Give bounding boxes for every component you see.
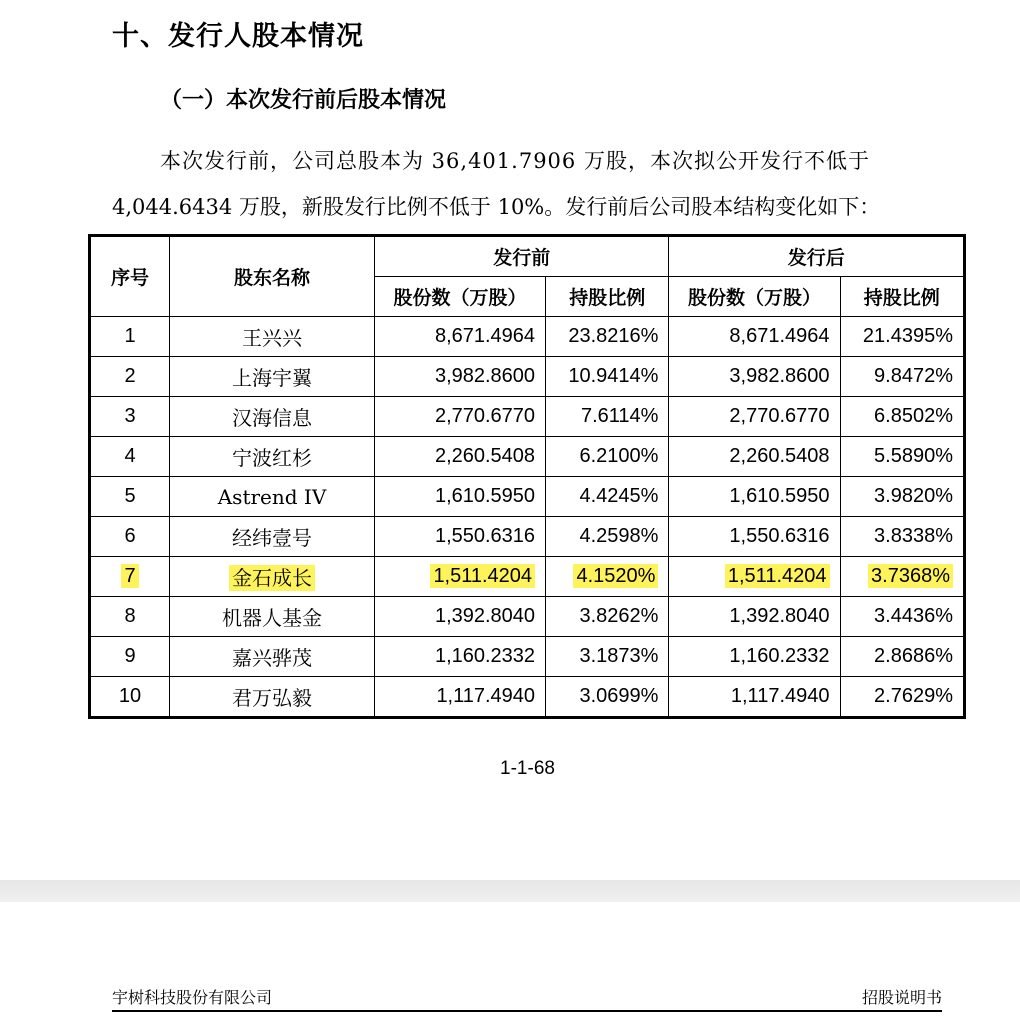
- cell-name: [170, 357, 375, 397]
- cell-name: [170, 397, 375, 437]
- sub-title: （一）本次发行前后股本情况: [160, 88, 447, 113]
- paragraph-line-1: 本次发行前，公司总股本为 36,401.7906 万股，本次拟公开发行不低于: [160, 149, 870, 173]
- cell-name-text: 嘉兴骅茂: [232, 646, 312, 670]
- cell-seq: [90, 557, 170, 597]
- cell-before-ratio-text: 7.6114%: [580, 405, 659, 427]
- cell-seq: [90, 317, 170, 357]
- cell-after-ratio-text: 5.5890%: [874, 445, 953, 467]
- table-row: [90, 597, 965, 637]
- cell-name: [170, 317, 375, 357]
- cell-after-ratio: [840, 357, 965, 397]
- cell-before-shares: [375, 677, 546, 718]
- cell-name-text: Astrend IV: [217, 484, 327, 509]
- cell-before-ratio-text: 4.1520%: [573, 564, 658, 588]
- cell-name: [170, 597, 375, 637]
- cell-after-shares-text: 1,160.2332: [729, 645, 830, 667]
- header-after: 发行后: [669, 236, 965, 277]
- cell-name: [170, 517, 375, 557]
- cell-before-ratio: [546, 677, 669, 718]
- cell-after-shares-text: 1,610.5950: [729, 485, 830, 507]
- cell-after-shares: [669, 557, 840, 597]
- cell-before-ratio: [546, 517, 669, 557]
- footer-rule: [112, 1010, 942, 1012]
- cell-seq-text: 6: [124, 525, 136, 547]
- cell-seq: [90, 477, 170, 517]
- cell-seq: [90, 597, 170, 637]
- cell-before-ratio: [546, 397, 669, 437]
- cell-after-ratio-text: 3.8338%: [874, 525, 953, 547]
- cell-name-text: 君万弘毅: [232, 686, 312, 710]
- table-row: [90, 437, 965, 477]
- cell-name-text: 上海宇翼: [232, 366, 312, 390]
- cell-seq-text: 8: [124, 605, 136, 627]
- cell-name: [170, 677, 375, 718]
- cell-after-shares: [669, 437, 840, 477]
- cell-before-ratio-text: 10.9414%: [568, 365, 659, 387]
- cell-seq-text: 4: [124, 445, 136, 467]
- cell-name: [170, 557, 375, 597]
- footer-doc-type: 招股说明书: [861, 988, 942, 1007]
- cell-after-shares: [669, 477, 840, 517]
- cell-before-ratio-text: 3.8262%: [579, 605, 659, 627]
- cell-before-ratio: [546, 557, 669, 597]
- cell-seq-text: 10: [118, 685, 142, 707]
- cell-after-ratio: [840, 677, 965, 718]
- cell-before-ratio: [546, 597, 669, 637]
- cell-seq: [90, 357, 170, 397]
- cell-after-shares: [669, 397, 840, 437]
- cell-seq: [90, 517, 170, 557]
- cell-after-ratio: [840, 397, 965, 437]
- cell-before-shares-text: 2,260.5408: [434, 445, 536, 467]
- cell-before-ratio-text: 4.4245%: [579, 485, 659, 507]
- cell-after-ratio: [840, 597, 965, 637]
- cell-name-text: 机器人基金: [222, 606, 322, 630]
- cell-seq-text: 7: [121, 564, 138, 588]
- cell-before-ratio-text: 4.2598%: [579, 525, 659, 547]
- cell-after-ratio: [840, 437, 965, 477]
- table-body: [90, 317, 965, 718]
- body-paragraph: [112, 138, 952, 230]
- cell-before-shares-text: 1,392.8040: [434, 605, 536, 627]
- cell-after-shares: [669, 357, 840, 397]
- footer-company: 宇树科技股份有限公司: [112, 988, 273, 1007]
- cell-before-shares-text: 1,610.5950: [434, 485, 536, 507]
- cell-after-shares-text: 2,770.6770: [729, 405, 830, 427]
- cell-before-shares-text: 8,671.4964: [434, 325, 536, 347]
- table-row: [90, 357, 965, 397]
- cell-seq: [90, 677, 170, 718]
- cell-before-ratio-text: 3.1873%: [579, 645, 659, 667]
- cell-after-ratio: [840, 517, 965, 557]
- cell-seq: [90, 637, 170, 677]
- cell-after-shares: [669, 317, 840, 357]
- table-row: [90, 677, 965, 718]
- cell-before-shares: [375, 317, 546, 357]
- page-gap: [0, 880, 1020, 902]
- cell-before-shares: [375, 597, 546, 637]
- cell-after-ratio-text: 6.8502%: [874, 405, 953, 427]
- cell-after-ratio-text: 9.8472%: [874, 365, 953, 387]
- cell-name-text: 汉海信息: [232, 406, 312, 430]
- cell-before-ratio-text: 3.0699%: [579, 685, 659, 707]
- cell-before-ratio: [546, 637, 669, 677]
- cell-after-ratio: [840, 637, 965, 677]
- cell-before-ratio-text: 23.8216%: [568, 325, 659, 347]
- cell-before-shares-text: 1,160.2332: [434, 645, 536, 667]
- cell-before-shares-text: 3,982.8600: [434, 365, 536, 387]
- cell-name: [170, 477, 375, 517]
- paragraph-line-2: 4,044.6434 万股，新股发行比例不低于 10%。发行前后公司股本结构变化如下：: [112, 195, 881, 219]
- cell-seq-text: 9: [124, 645, 136, 667]
- table-row: [90, 317, 965, 357]
- cell-before-ratio: [546, 437, 669, 477]
- cell-after-ratio-text: 3.7368%: [868, 564, 953, 588]
- cell-after-shares: [669, 637, 840, 677]
- table-row: [90, 517, 965, 557]
- cell-seq-text: 2: [124, 365, 136, 387]
- header-seq: 序号: [90, 236, 170, 317]
- cell-after-ratio-text: 21.4395%: [862, 325, 953, 347]
- table-row: [90, 397, 965, 437]
- cell-before-ratio-text: 6.2100%: [579, 445, 659, 467]
- cell-after-ratio-text: 3.9820%: [874, 485, 953, 507]
- cell-before-shares-text: 1,550.6316: [434, 525, 536, 547]
- cell-after-ratio: [840, 557, 965, 597]
- cell-after-shares-text: 1,117.4940: [730, 685, 830, 707]
- cell-after-shares: [669, 597, 840, 637]
- cell-after-shares-text: 1,392.8040: [729, 605, 830, 627]
- share-capital-table: [88, 234, 966, 719]
- cell-seq: [90, 397, 170, 437]
- cell-name-text: 宁波红杉: [232, 446, 312, 470]
- cell-name-text: 金石成长: [229, 565, 315, 591]
- cell-seq: [90, 437, 170, 477]
- cell-after-shares-text: 1,511.4204: [725, 564, 830, 588]
- header-name: 股东名称: [170, 236, 375, 317]
- cell-after-ratio-text: 3.4436%: [874, 605, 953, 627]
- cell-after-shares-text: 3,982.8600: [729, 365, 830, 387]
- cell-after-ratio-text: 2.8686%: [874, 645, 953, 667]
- header-after-ratio: 持股比例: [840, 277, 965, 317]
- table-row: [90, 477, 965, 517]
- cell-before-ratio: [546, 357, 669, 397]
- cell-before-ratio: [546, 317, 669, 357]
- cell-after-shares-text: 1,550.6316: [729, 525, 830, 547]
- cell-before-shares: [375, 477, 546, 517]
- header-before-ratio: 持股比例: [546, 277, 669, 317]
- cell-after-ratio: [840, 317, 965, 357]
- cell-after-ratio-text: 2.7629%: [874, 685, 953, 707]
- cell-before-shares-text: 2,770.6770: [434, 405, 536, 427]
- cell-after-shares-text: 8,671.4964: [729, 325, 830, 347]
- header-before: 发行前: [375, 236, 669, 277]
- cell-before-shares: [375, 517, 546, 557]
- cell-before-shares: [375, 637, 546, 677]
- cell-after-shares: [669, 677, 840, 718]
- page-number: 1-1-68: [500, 758, 555, 779]
- cell-seq-text: 3: [124, 405, 136, 427]
- cell-name-text: 王兴兴: [242, 326, 302, 350]
- section-title: 十、发行人股本情况: [112, 21, 364, 52]
- cell-after-ratio: [840, 477, 965, 517]
- cell-seq-text: 1: [124, 325, 136, 347]
- header-after-shares: 股份数（万股）: [669, 277, 840, 317]
- cell-after-shares: [669, 517, 840, 557]
- cell-before-shares: [375, 557, 546, 597]
- table-header-row: [90, 236, 965, 277]
- cell-before-shares: [375, 437, 546, 477]
- cell-before-ratio: [546, 477, 669, 517]
- cell-name: [170, 637, 375, 677]
- cell-after-shares-text: 2,260.5408: [729, 445, 830, 467]
- cell-before-shares: [375, 397, 546, 437]
- cell-before-shares-text: 1,117.4940: [436, 685, 536, 707]
- cell-seq-text: 5: [124, 485, 136, 507]
- cell-before-shares: [375, 357, 546, 397]
- cell-name: [170, 437, 375, 477]
- table-row: [90, 557, 965, 597]
- table-row: [90, 637, 965, 677]
- cell-name-text: 经纬壹号: [232, 526, 312, 550]
- cell-before-shares-text: 1,511.4204: [430, 564, 535, 588]
- header-before-shares: 股份数（万股）: [375, 277, 546, 317]
